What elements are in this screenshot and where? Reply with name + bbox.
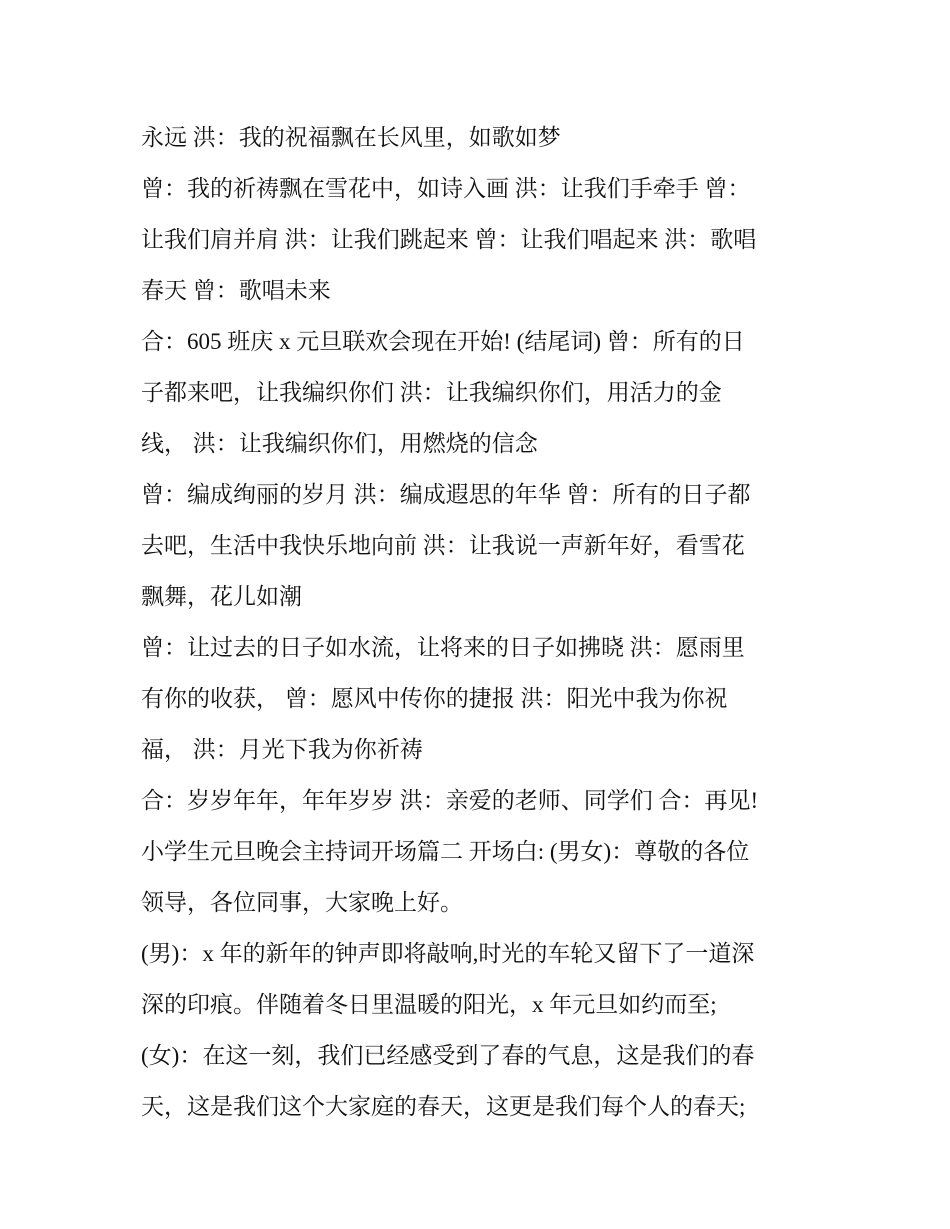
text-line: (男)：x 年的新年的钟声即将敲响,时光的车轮又留下了一道深 xyxy=(141,941,755,966)
text-line: 曾：编成绚丽的岁月 洪：编成遐思的年华 曾：所有的日子都 xyxy=(141,482,751,507)
text-line: 去吧，生活中我快乐地向前 洪：让我说一声新年好，看雪花 xyxy=(141,533,745,558)
text-line: 曾：我的祈祷飘在雪花中，如诗入画 洪：让我们手牵手 曾： xyxy=(141,176,751,201)
text-line: 合：岁岁年年，年年岁岁 洪：亲爱的老师、同学们 合：再见! xyxy=(141,788,759,813)
text-line: 天，这是我们这个大家庭的春天，这更是我们每个人的春天; xyxy=(141,1094,746,1119)
text-line: 曾：让过去的日子如水流，让将来的日子如拂晓 洪：愿雨里 xyxy=(141,635,745,660)
text-line: 福， 洪：月光下我为你祈祷 xyxy=(141,737,423,762)
text-line: 合：605 班庆 x 元旦联欢会现在开始! (结尾词) 曾：所有的日 xyxy=(141,329,745,354)
text-line: 让我们肩并肩 洪：让我们跳起来 曾：让我们唱起来 洪：歌唱 xyxy=(141,227,757,252)
document-body xyxy=(141,112,821,1132)
text-line: 小学生元旦晚会主持词开场篇二 开场白: (男女)：尊敬的各位 xyxy=(141,839,750,864)
text-line: 飘舞，花儿如潮 xyxy=(141,584,302,609)
text-line: 有你的收获， 曾：愿风中传你的捷报 洪：阳光中我为你祝 xyxy=(141,686,728,711)
text-line: (女)：在这一刻，我们已经感受到了春的气息，这是我们的春 xyxy=(141,1043,755,1068)
text-line: 深的印痕。伴随着冬日里温暖的阳光，x 年元旦如约而至; xyxy=(141,992,717,1017)
text-line: 线， 洪：让我编织你们，用燃烧的信念 xyxy=(141,431,538,456)
text-line: 永远 洪：我的祝福飘在长风里，如歌如梦 xyxy=(141,125,561,150)
text-line: 子都来吧，让我编织你们 洪：让我编织你们，用活力的金 xyxy=(141,380,722,405)
text-line: 领导，各位同事，大家晚上好。 xyxy=(141,890,463,915)
text-line: 春天 曾：歌唱未来 xyxy=(141,278,331,303)
